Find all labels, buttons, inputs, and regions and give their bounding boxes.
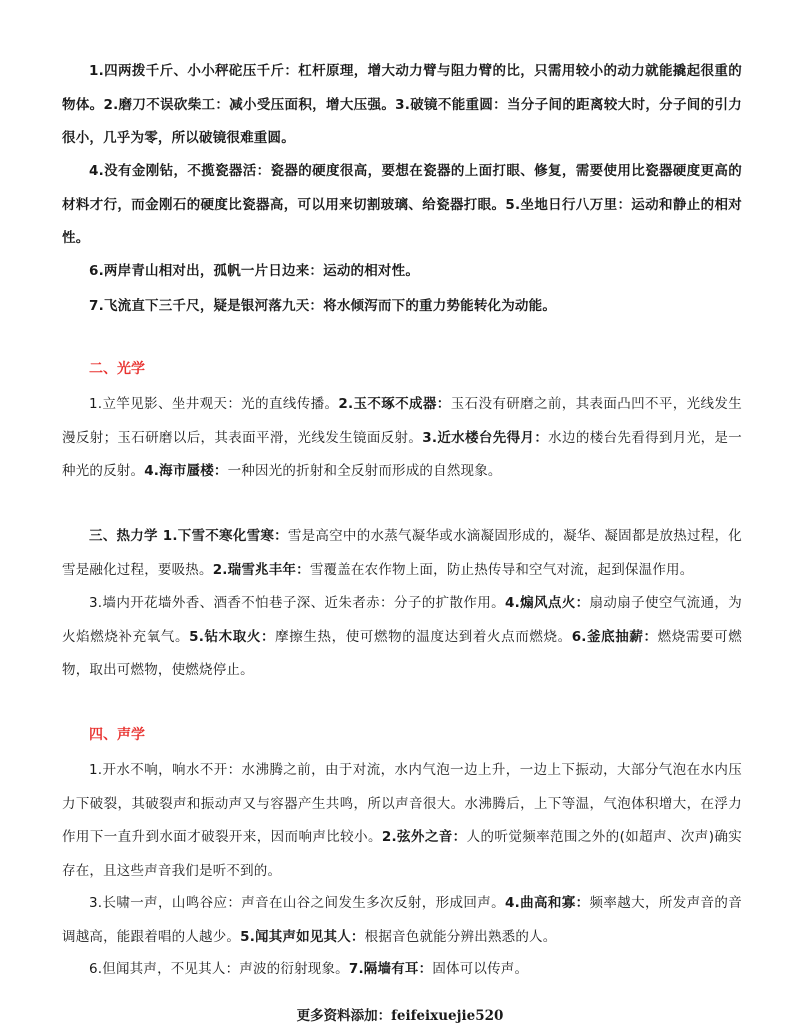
mechanics-paragraph-4 [62, 290, 742, 324]
text-run: 5.坐地日行八万里：运动和静止的相对性。 [62, 196, 743, 246]
text-run: 三、热力学 [89, 528, 163, 544]
text-run: 人的听觉频率范围之外的(如超声、次声)确实存在，且这些声音我们是听不到的。 [62, 829, 743, 879]
text-run: 扇动扇子使空气流通，为火焰燃烧补充氧气。 [62, 595, 743, 645]
text-run: 2.磨刀不误砍柴工：减小受压面积，增大压强。 [103, 96, 396, 113]
text-run: 2.弦外之音： [381, 829, 467, 845]
text-run: 3.长啸一声，山鸣谷应：声音在山谷之间发生多次反射，形成回声。 [89, 895, 505, 911]
text-run: 5.钻木取火： [189, 628, 276, 645]
text-run: 4.煽风点火： [504, 595, 590, 611]
acoustics-paragraph-1 [62, 754, 742, 888]
text-run: 根据音色就能分辨出熟悉的人。 [364, 928, 557, 945]
thermal-paragraph-2 [62, 587, 742, 688]
footer-contact [0, 1004, 800, 1024]
text-run: 雪是高空中的水蒸气凝华或水滴凝固形成的，凝华、凝固都是放热过程，化雪是融化过程，要吸热。 [62, 528, 742, 578]
text-run: 4.曲高和寡： [504, 895, 590, 911]
footer-handle: feifeixuejie520 [391, 1008, 504, 1024]
acoustics-heading: 四、声学 [89, 727, 145, 743]
text-run: 7.隔墙有耳： [348, 961, 433, 977]
mechanics-paragraph-2 [62, 155, 742, 256]
optics-paragraph-1 [62, 388, 742, 489]
mechanics-paragraph-1 [62, 55, 742, 156]
text-run: 燃烧需要可燃物，取出可燃物，使燃烧停止。 [62, 628, 742, 678]
text-run: 固体可以传声。 [432, 961, 529, 977]
text-run: 6.釜底抽薪： [571, 628, 658, 645]
text-run: 1.下雪不寒化雪寒： [162, 528, 288, 544]
acoustics-paragraph-3 [62, 953, 742, 987]
text-run: 7.飞流直下三千尺，疑是银河落九天：将水倾泻而下的重力势能转化为动能。 [89, 298, 557, 314]
footer-label: 更多资料添加： [296, 1008, 392, 1024]
acoustics-paragraph-2 [62, 887, 742, 954]
text-run: 1.立竿见影、坐井观天：光的直线传播。 [89, 396, 339, 412]
text-run: 4.没有金刚钻，不揽瓷器活：瓷器的硬度很高，要想在瓷器的上面打眼、修复，需要使用比瓷器硬度更高的材料才行，而金刚石的硬度比瓷器高，可以用来切割玻璃、给瓷器打眼。 [62, 163, 742, 213]
text-run: 雪覆盖在农作物上面，防止热传导和空气对流，起到保温作用。 [309, 561, 694, 578]
text-run: 1.四两拨千斤、小小秤砣压千斤：杠杆原理，增大动力臂与阻力臂的比，只需用较小的动力就能撬起很重的物体。 [62, 63, 742, 113]
text-run: 4.海市蜃楼： [144, 463, 228, 479]
text-run: 3.近水楼台先得月： [422, 429, 549, 446]
optics-heading: 二、光学 [89, 361, 145, 377]
text-run: 6.但闻其声，不见其人：声波的衍射现象。 [89, 961, 349, 977]
text-run: 3.墙内开花墙外香、酒香不怕巷子深、近朱者赤：分子的扩散作用。 [89, 595, 505, 611]
text-run: 2.玉不琢不成器： [338, 396, 451, 412]
text-run: 5.闻其声如见其人： [240, 928, 365, 945]
text-run: 一种因光的折射和全反射而形成的自然现象。 [227, 463, 502, 479]
text-run: 6.两岸青山相对出，孤帆一片日边来：运动的相对性。 [89, 263, 420, 279]
text-run: 水边的楼台先看得到月光，是一种光的反射。 [62, 429, 742, 479]
text-run: 3.破镜不能重圆：当分子间的距离较大时，分子间的引力很小，几乎为零，所以破镜很难重圆。 [62, 96, 742, 146]
thermal-paragraph-1 [62, 520, 742, 587]
mechanics-paragraph-3 [62, 255, 742, 289]
text-run: 玉石没有研磨之前，其表面凸凹不平，光线发生漫反射；玉石研磨以后，其表面平滑，光线发生镜面反射。 [62, 396, 742, 446]
text-run: 1.开水不响，响水不开：水沸腾之前，由于对流，水内气泡一边上升，一边上下振动，大部分气泡在水内压力下破裂，其破裂声和振动声又与容器产生共鸣，所以声音很大。水沸腾后，上下等温，气泡体积增大，在浮力作用下一直升到水面才破裂开来，因而响声比较小。 [62, 762, 742, 845]
text-run: 2.瑞雪兆丰年： [212, 561, 310, 578]
text-run: 频率越大，所发声音的音调越高，能跟着唱的人越少。 [62, 895, 743, 945]
text-run: 摩擦生热，使可燃物的温度达到着火点而燃烧。 [275, 628, 572, 645]
